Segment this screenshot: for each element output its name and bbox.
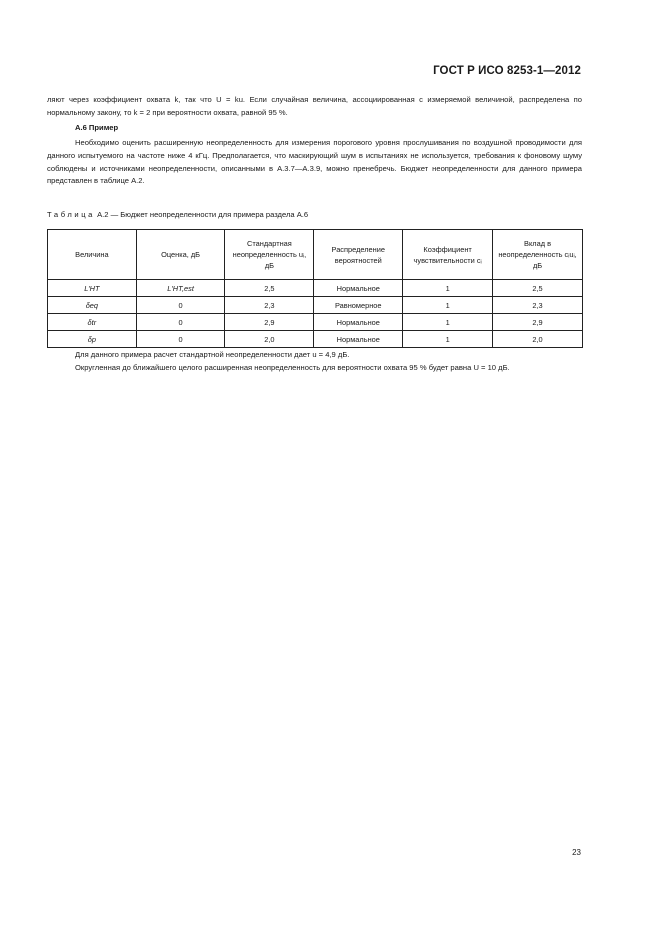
table-cell: 1 <box>403 280 493 297</box>
table-cell: δeq <box>48 297 137 314</box>
table-caption-title: А.2 — Бюджет неопределенности для примера раздела А.6 <box>94 210 309 219</box>
standard-header: ГОСТ Р ИСО 8253-1—2012 <box>433 65 581 77</box>
table-cell: 2,3 <box>493 297 583 314</box>
section-heading: А.6 Пример <box>75 123 119 132</box>
table-cell: 2,5 <box>493 280 583 297</box>
table-cell: 2,5 <box>225 280 314 297</box>
header-cell: Вклад в неопределенность cᵢuᵢ, дБ <box>493 230 583 280</box>
table-cell: 2,0 <box>493 331 583 348</box>
section-body: Необходимо оценить расширенную неопределенность для измерения порогового уровня прослушивания по воздушной проводимости для данного испытуемого на частоте ниже 4 кГц. Предполагается, что маскирующий шум в испытаниях не используется, требования к фоновому шуму соблюдены и источниками неопределенности, описанными в А.3.7—А.3.9, можно пренебречь. Бюджет неопределенности для данного примера представлен в таблице А.2. <box>47 138 582 186</box>
header-cell: Оценка, дБ <box>136 230 225 280</box>
table-cell: Нормальное <box>314 331 403 348</box>
header-cell: Величина <box>48 230 137 280</box>
table-cell: δp <box>48 331 137 348</box>
table-cell: 1 <box>403 331 493 348</box>
table-row <box>48 297 583 314</box>
page-number: 23 <box>572 848 581 857</box>
table-cell: L′HT <box>48 280 137 297</box>
uncertainty-budget-table <box>47 229 583 348</box>
table-cell: 0 <box>136 314 225 331</box>
table-cell: δtr <box>48 314 137 331</box>
table-caption <box>47 210 308 219</box>
table-header-row <box>48 230 583 280</box>
table-cell: 2,0 <box>225 331 314 348</box>
table-cell: 2,9 <box>225 314 314 331</box>
table-cell: Нормальное <box>314 280 403 297</box>
header-cell: Коэффициент чувствительности cᵢ <box>403 230 493 280</box>
intro-paragraph: ляют через коэффициент охвата k, так что U = ku. Если случайная величина, ассоциированная с измеряемой величиной, распределена по нормальному закону, то k = 2 при вероятности охвата, равной 95 %. <box>47 95 582 117</box>
table-row <box>48 314 583 331</box>
table-cell: Равномерное <box>314 297 403 314</box>
table-row <box>48 331 583 348</box>
table-cell: 1 <box>403 314 493 331</box>
header-cell: Распределение вероятностей <box>314 230 403 280</box>
table-caption-prefix: Таблица <box>47 210 95 219</box>
table-cell: L′HT,est <box>136 280 225 297</box>
conclusion-line-1: Для данного примера расчет стандартной неопределенности дает u = 4,9 дБ. <box>75 350 350 359</box>
table-cell: 0 <box>136 331 225 348</box>
table-cell: Нормальное <box>314 314 403 331</box>
table-cell: 2,3 <box>225 297 314 314</box>
table-cell: 0 <box>136 297 225 314</box>
header-cell: Стандартная неопределенность uᵢ, дБ <box>225 230 314 280</box>
table-row <box>48 280 583 297</box>
conclusion-line-2: Округленная до ближайшего целого расширенная неопределенность для вероятности охвата 95 % будет равна U = 10 дБ. <box>75 363 510 372</box>
table-cell: 1 <box>403 297 493 314</box>
table-cell: 2,9 <box>493 314 583 331</box>
